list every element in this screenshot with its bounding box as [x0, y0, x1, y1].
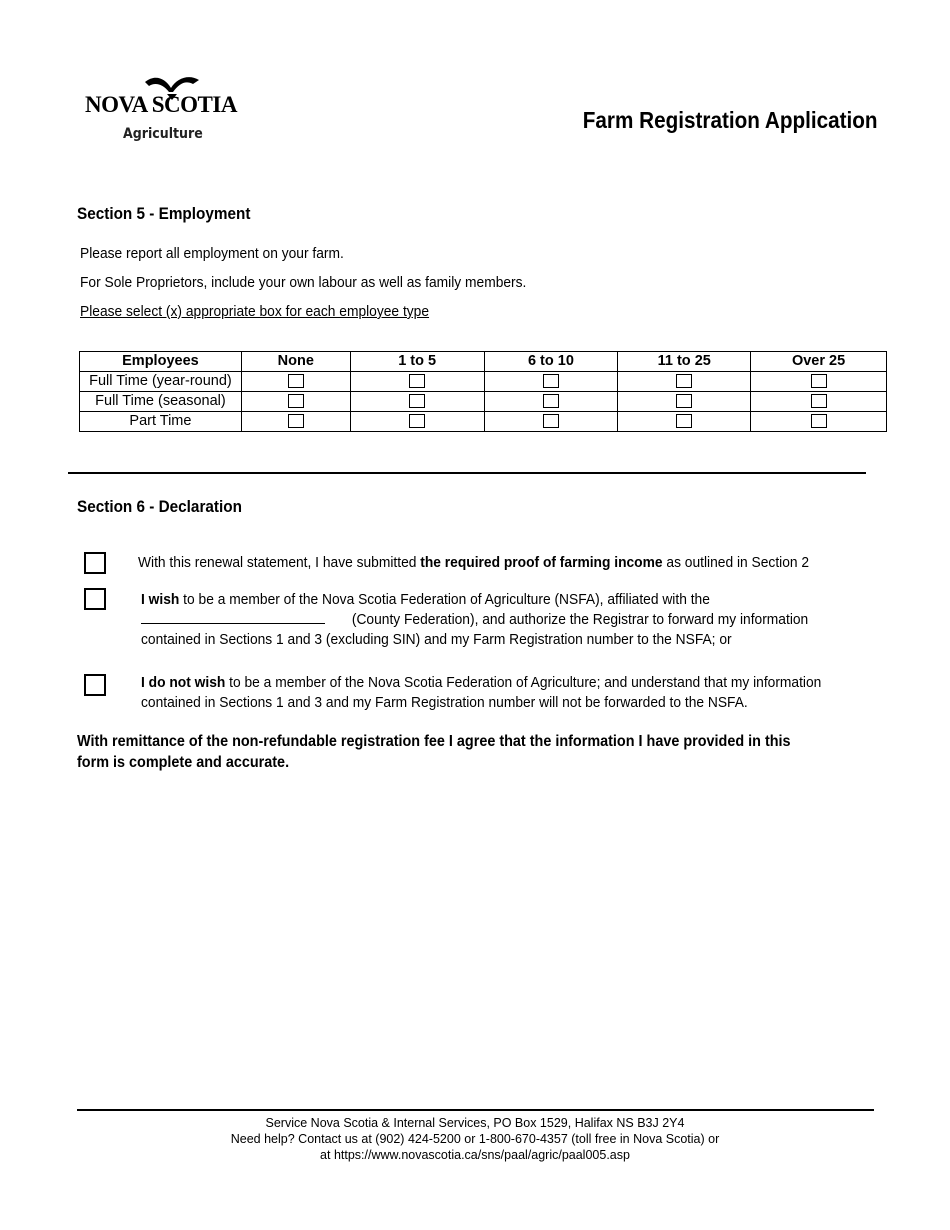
employment-table	[79, 351, 887, 432]
checkbox-seasonal-11-to-25[interactable]	[676, 394, 692, 408]
checkbox-seasonal-none[interactable]	[288, 394, 304, 408]
footer-divider	[77, 1109, 874, 1111]
column-header: Over 25	[751, 352, 887, 372]
form-title: Farm Registration Application	[583, 107, 878, 133]
column-header: 11 to 25	[618, 352, 751, 372]
section5-instruction: Please select (x) appropriate box for each employee type	[80, 303, 430, 320]
checkbox-fulltime-none[interactable]	[288, 374, 304, 388]
nsfa-member-checkbox[interactable]	[84, 588, 106, 610]
nova-scotia-logo	[85, 72, 255, 152]
table-row	[80, 372, 887, 392]
checkbox-parttime-1-to-5[interactable]	[409, 414, 425, 428]
proof-of-income-checkbox[interactable]	[84, 552, 106, 574]
logo-department: Agriculture	[123, 126, 203, 142]
checkbox-seasonal-1-to-5[interactable]	[409, 394, 425, 408]
checkbox-seasonal-over-25[interactable]	[811, 394, 827, 408]
column-header: None	[241, 352, 350, 372]
row-label: Full Time (year-round)	[80, 372, 242, 392]
nsfa-decline-statement: I do not wish to be a member of the Nova Scotia Federation of Agriculture; and understand that my information contained in Sections 1 and 3 and my Farm Registration number will not be forwarded to the NSFA.	[141, 674, 822, 711]
section5-heading: Section 5 - Employment	[77, 204, 251, 223]
checkbox-fulltime-over-25[interactable]	[811, 374, 827, 388]
column-header: Employees	[80, 352, 242, 372]
proof-of-income-statement: With this renewal statement, I have submitted the required proof of farming income as outlined in Section 2	[138, 554, 810, 571]
checkbox-parttime-11-to-25[interactable]	[676, 414, 692, 428]
table-header-row	[80, 352, 887, 372]
checkbox-parttime-6-to-10[interactable]	[543, 414, 559, 428]
checkbox-parttime-none[interactable]	[288, 414, 304, 428]
logo-wordmark: NOVA SCOTIA	[85, 92, 237, 117]
nsfa-member-statement: I wish to be a member of the Nova Scotia Federation of Agriculture (NSFA), affiliated with the (County Federation), and authorize the Registrar to forward my information contained in Sections 1 and 3 (excluding SIN) and my Farm Registration number to the NSFA; or	[141, 591, 809, 648]
section5-line-2: For Sole Proprietors, include your own labour as well as family members.	[80, 274, 527, 291]
column-header: 6 to 10	[484, 352, 618, 372]
footer-url[interactable]: at https://www.novascotia.ca/sns/paal/agric/paal005.asp	[320, 1148, 630, 1162]
table-row	[80, 392, 887, 412]
section6-heading: Section 6 - Declaration	[77, 497, 242, 516]
checkbox-seasonal-6-to-10[interactable]	[543, 394, 559, 408]
section5-line-1: Please report all employment on your farm.	[80, 245, 344, 262]
nsfa-decline-checkbox[interactable]	[84, 674, 106, 696]
checkbox-fulltime-6-to-10[interactable]	[543, 374, 559, 388]
agreement-statement: With remittance of the non-refundable registration fee I agree that the information I have provided in this form is complete and accurate.	[77, 733, 791, 771]
column-header: 1 to 5	[350, 352, 484, 372]
footer-address: Service Nova Scotia & Internal Services, PO Box 1529, Halifax NS B3J 2Y4	[265, 1116, 685, 1130]
checkbox-fulltime-1-to-5[interactable]	[409, 374, 425, 388]
row-label: Part Time	[80, 412, 242, 432]
section-divider	[68, 472, 866, 474]
county-federation-input[interactable]	[141, 611, 325, 624]
row-label: Full Time (seasonal)	[80, 392, 242, 412]
footer-help: Need help? Contact us at (902) 424-5200 or 1-800-670-4357 (toll free in Nova Scotia) or	[230, 1132, 720, 1146]
table-row	[80, 412, 887, 432]
checkbox-fulltime-11-to-25[interactable]	[676, 374, 692, 388]
checkbox-parttime-over-25[interactable]	[811, 414, 827, 428]
